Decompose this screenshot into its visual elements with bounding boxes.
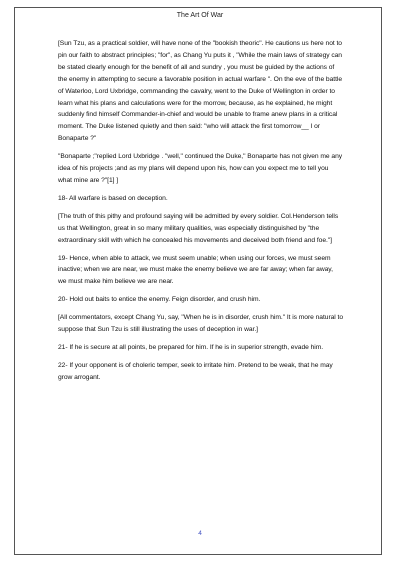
paragraph-verse-18: 18- All warfare is based on deception. (58, 194, 168, 202)
paragraph-commentary-deception: [The truth of this pithy and profound saying will be admitted by every soldier. Col.Henderson tells us that Wellington, great in so many military qualities, was especially distinguished by "the extraordinary skill with which he concealed his movements and deceived both friend and foe."] (58, 212, 339, 244)
paragraph-commentary-waterloo: [Sun Tzu, as a practical soldier, will have none of the "bookish theoric". He cautions us here not to pin our faith to abstract principles; "for", as Chang Yu puts it , "While the main laws of strategy can be stated clearly enough for the benefit of all and sundry , you must be guided by the actions of the enemy in attempting to secure a favorable position in actual warfare ". On the eve of the battle of Waterloo, Lord Uxbridge, commanding the cavalry, went to the Duke of Wellington in order to learn what his plans and calculations were for the morrow, because, as he explained, he might suddenly find himself Commander-in-chief and would be unable to frame anew plans in a critical moment. The Duke listened quietly and then said: "who will attack the first tomorrow__ I or Bonaparte ?" (58, 40, 342, 143)
paragraph-commentary-bonaparte: "Bonaparte ;"replied Lord Uxbridge . "well," continued the Duke," Bonaparte has not given me any idea of his projects ;and as my plans will depend upon his, how can you expect me to tell you what mine are ?"[1] ] (58, 153, 343, 184)
paragraph-verse-20: 20- Hold out baits to entice the enemy. Feign disorder, and crush him. (58, 296, 261, 304)
document-body (58, 38, 343, 390)
paragraph-verse-19: 19- Hence, when able to attack, we must seem unable; when using our forces, we must seem inactive; when we are near, we must make the enemy believe we are far away; when far away, we must make him believe we are near. (58, 254, 333, 286)
page-number: 4 (198, 530, 202, 537)
paragraph-commentary-disorder: [All commentators, except Chang Yu, say, "When he is in disorder, crush him." It is more natural to suppose that Sun Tzu is still illustrating the uses of deception in war.] (58, 314, 344, 334)
paragraph-verse-22: 22- If your opponent is of choleric temper, seek to irritate him. Pretend to be weak, that he may grow arrogant. (58, 361, 333, 381)
header-title: The Art Of War (176, 12, 224, 19)
paragraph-verse-21: 21- If he is secure at all points, be prepared for him. If he is in superior strength, evade him. (58, 343, 324, 351)
